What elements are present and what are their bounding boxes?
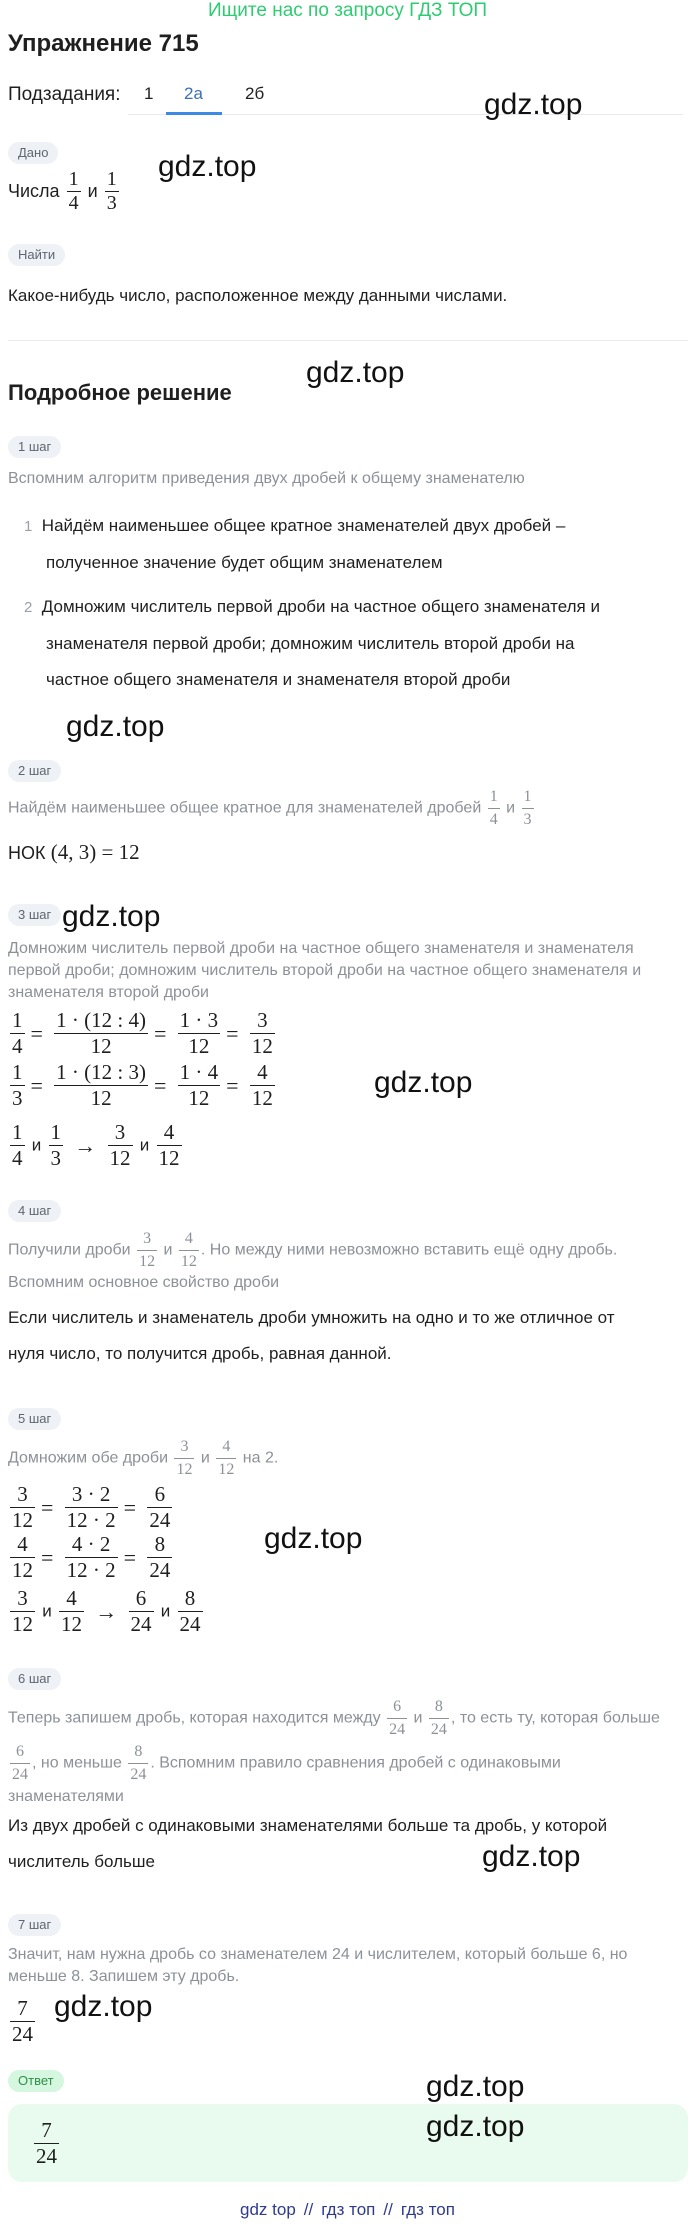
given-prefix: Числа [8, 181, 60, 201]
tab-1[interactable]: 1 [144, 84, 154, 103]
answer-badge: Ответ [8, 2070, 64, 2092]
watermark: gdz.top [306, 356, 405, 389]
step3-equation-1: $\frac{1}{4}$ = $\frac{1 \cdot (12 : 4)}{12}$ = $\frac{1 \cdot 3}{12}$ = $\frac{3}{12}$ [12, 1008, 273, 1058]
step2-badge-wrap [8, 760, 61, 782]
page-title: Упражнение 715 [8, 30, 199, 57]
step3-result: $\frac{1}{4}$ и $\frac{1}{3}$ → $\frac{3}{12}$ и $\frac{4}{12}$ [12, 1120, 180, 1170]
find-badge-wrap [8, 244, 65, 266]
answer-box [8, 2104, 688, 2182]
step7-fraction: $\frac{7}{24}$ [12, 1996, 33, 2046]
step5-result: $\frac{3}{12}$ и $\frac{4}{12}$ → $\frac{6}{24}$ и $\frac{8}{24}$ [12, 1586, 201, 1636]
step5-badge-wrap [8, 1408, 61, 1430]
fraction-1-3: $\frac{1}{3}$ [106, 168, 117, 214]
step4-text: Получили дроби $\frac{3}{12}$ и $\frac{4}{12}$ . Но между ними невозможно вставить ещё одну дробь. [8, 1230, 618, 1270]
given-badge-wrap [8, 142, 58, 164]
given-conj: и [87, 181, 98, 201]
subtasks-label: Подзадания: [8, 84, 121, 105]
list-item: 1 Найдём наименьшее общее кратное знаменателей двух дробей – [24, 516, 566, 535]
answer-fraction: $\frac{7}{24}$ [36, 2118, 57, 2168]
top-search-link[interactable]: Ищите нас по запросу ГДЗ ТОП [207, 0, 488, 21]
active-tab-indicator [166, 112, 222, 115]
step4-badge: 4 шаг [8, 1200, 61, 1222]
tab-2b[interactable]: 2б [245, 84, 265, 103]
footer-sep: // [383, 2200, 393, 2219]
watermark: gdz.top [482, 1840, 581, 1873]
step5-text: Домножим обе дроби $\frac{3}{12}$ и $\frac{4}{12}$ на 2. [8, 1438, 279, 1478]
comparison-rule: Из двух дробей с одинаковыми знаменателями больше та дробь, у которой числитель больше [8, 1816, 608, 1871]
watermark: gdz.top [158, 150, 257, 183]
watermark: gdz.top [426, 2070, 525, 2103]
list-item-cont: частное общего знаменателя и знаменателя второй дроби [46, 670, 511, 689]
list-item-cont: полученное значение будет общим знаменателем [46, 553, 443, 572]
solution-heading: Подробное решение [8, 380, 232, 405]
footer-link[interactable]: gdz top [240, 2200, 296, 2219]
answer-badge-wrap [8, 2070, 64, 2092]
watermark: gdz.top [62, 900, 161, 933]
step4-text-c: Вспомним основное свойство дроби [8, 1274, 280, 1291]
step1-badge: 1 шаг [8, 436, 61, 458]
watermark: gdz.top [66, 710, 165, 743]
step3-equation-2: $\frac{1}{3}$ = $\frac{1 \cdot (12 : 3)}{12}$ = $\frac{1 \cdot 4}{12}$ = $\frac{4}{12}$ [12, 1060, 273, 1110]
footer-sep: // [303, 2200, 314, 2219]
step6-badge: 6 шаг [8, 1668, 61, 1690]
fraction-property-rule: Если числитель и знаменатель дроби умножить на одно и то же отличное от нуля число, то получится дробь, равная данной. [8, 1308, 615, 1363]
watermark: gdz.top [264, 1522, 363, 1555]
section-divider [8, 340, 688, 341]
list-item: 2 Домножим числитель первой дроби на частное общего знаменателя и [24, 597, 600, 616]
watermark: gdz.top [426, 2110, 525, 2143]
list-item-cont: знаменателя первой дроби; домножим числитель второй дроби на [46, 634, 575, 653]
step7-text: Значит, нам нужна дробь со знаменателем 24 и числителем, который больше 6, но меньше 8. Запишем эту дробь. [8, 1946, 628, 1985]
step3-badge-wrap [8, 904, 61, 926]
fraction-1-3: $\frac{1}{3}$ [523, 788, 532, 828]
step1-intro: Вспомним алгоритм приведения двух дробей к общему знаменателю [8, 470, 525, 487]
step5-equation-2: $\frac{4}{12}$ = $\frac{4 \cdot 2}{12 \cdot 2}$ = $\frac{8}{24}$ [12, 1532, 171, 1582]
step5-equation-1: $\frac{3}{12}$ = $\frac{3 \cdot 2}{12 \cdot 2}$ = $\frac{6}{24}$ [12, 1482, 171, 1532]
algorithm-list [24, 508, 600, 698]
footer-links [0, 2200, 695, 2220]
fraction-1-4: $\frac{1}{4}$ [68, 168, 79, 214]
footer-link[interactable]: гдз топ [400, 2200, 455, 2219]
given-text [8, 168, 121, 215]
step2-badge: 2 шаг [8, 760, 61, 782]
step7-badge-wrap [8, 1914, 61, 1936]
step7-badge: 7 шаг [8, 1914, 61, 1936]
footer-link[interactable]: гдз топ [321, 2200, 376, 2219]
step3-badge: 3 шаг [8, 904, 61, 926]
given-badge: Дано [8, 142, 58, 164]
fraction-1-4: $\frac{1}{4}$ [489, 788, 498, 828]
watermark: gdz.top [484, 88, 583, 121]
step3-text: Домножим числитель первой дроби на частное общего знаменателя и знаменателя первой дроби; домножим числитель второй дроби на частное общего знаменателя и знаменателя второй дроби [8, 940, 642, 1001]
step2-text: Найдём наименьшее общее кратное для знаменателей дробей $\frac{1}{4}$ и $\frac{1}{3}$ [8, 786, 536, 831]
step1-badge-wrap [8, 436, 61, 458]
step5-badge: 5 шаг [8, 1408, 61, 1430]
tab-2a[interactable]: 2а [184, 84, 203, 103]
step6-text: Теперь запишем дробь, которая находится между $\frac{6}{24}$ и $\frac{8}{24}$ , то есть ту, которая больше $\frac{6}{24}$ , но меньше $\frac{8}{24}$ . Вспомним правило сравнения дробей с одинаковыми знаменателями [8, 1698, 660, 1805]
find-badge: Найти [8, 244, 65, 266]
step4-badge-wrap [8, 1200, 61, 1222]
watermark: gdz.top [374, 1066, 473, 1099]
find-text: Какое-нибудь число, расположенное между данными числами. [8, 286, 508, 305]
nok-equation: НОК (4, 3) = 12 [8, 840, 140, 864]
step6-badge-wrap [8, 1668, 61, 1690]
watermark: gdz.top [54, 1990, 153, 2023]
